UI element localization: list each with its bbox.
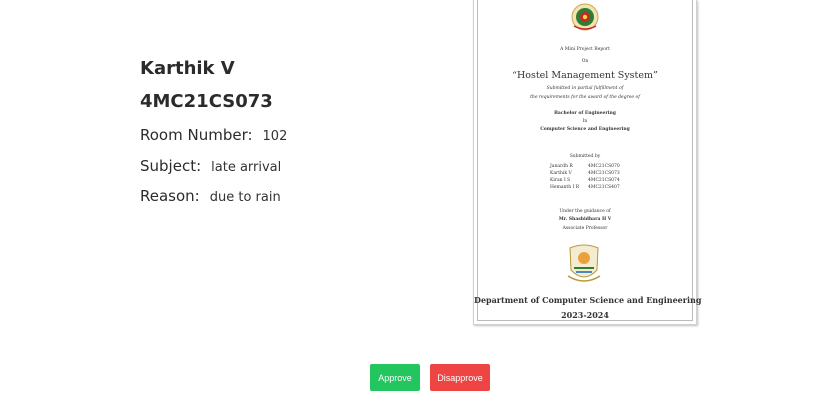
university-logo-icon bbox=[564, 242, 604, 286]
disapprove-button[interactable]: Disapprove bbox=[430, 364, 490, 391]
approve-button[interactable]: Approve bbox=[370, 364, 420, 391]
doc-degree: Bachelor of Engineering bbox=[554, 111, 616, 116]
doc-guidance: Under the guidance of bbox=[559, 209, 611, 214]
room-number-label: Room Number: bbox=[140, 126, 253, 144]
doc-submitted-by: Submitted by bbox=[569, 154, 601, 159]
doc-line-requirements: the requirements for the award of the degree of bbox=[530, 95, 640, 100]
reason-label: Reason: bbox=[140, 187, 200, 205]
doc-member-row: Karthik V 4MC21CS073 bbox=[550, 171, 620, 176]
doc-guide-title: Associate Professor bbox=[562, 226, 608, 231]
room-number-row bbox=[140, 125, 287, 144]
student-name: Karthik V bbox=[140, 58, 235, 79]
doc-title: “Hostel Management System” bbox=[512, 70, 658, 81]
document-preview[interactable] bbox=[473, 0, 702, 325]
doc-branch: Computer Science and Engineering bbox=[540, 127, 630, 132]
doc-guide-name: Mr. Shashidhara H V bbox=[558, 217, 612, 222]
subject-label: Subject: bbox=[140, 157, 202, 175]
doc-degree-in: In bbox=[582, 119, 588, 124]
reason-row bbox=[140, 186, 281, 205]
doc-member-row: Janardh R 4MC21CS070 bbox=[550, 164, 620, 169]
subject-value: late arrival bbox=[211, 160, 282, 175]
college-logo-icon bbox=[568, 2, 602, 32]
doc-year: 2023-2024 bbox=[561, 310, 609, 320]
student-usn: 4MC21CS073 bbox=[140, 91, 273, 112]
doc-member-row: Hemanth I R 4MC21CS407 bbox=[550, 185, 620, 190]
doc-members bbox=[550, 163, 620, 191]
doc-line-on: On bbox=[581, 59, 589, 64]
doc-line-report: A Mini Project Report bbox=[560, 47, 610, 52]
doc-member-row: Kiran I S 4MC21CS074 bbox=[550, 178, 620, 183]
doc-department: Department of Computer Science and Engineering bbox=[474, 295, 702, 305]
doc-line-submitted: Submitted in partial fulfillment of bbox=[546, 86, 624, 91]
room-number-value: 102 bbox=[262, 129, 288, 144]
subject-row bbox=[140, 156, 281, 175]
reason-value: due to rain bbox=[209, 190, 281, 205]
